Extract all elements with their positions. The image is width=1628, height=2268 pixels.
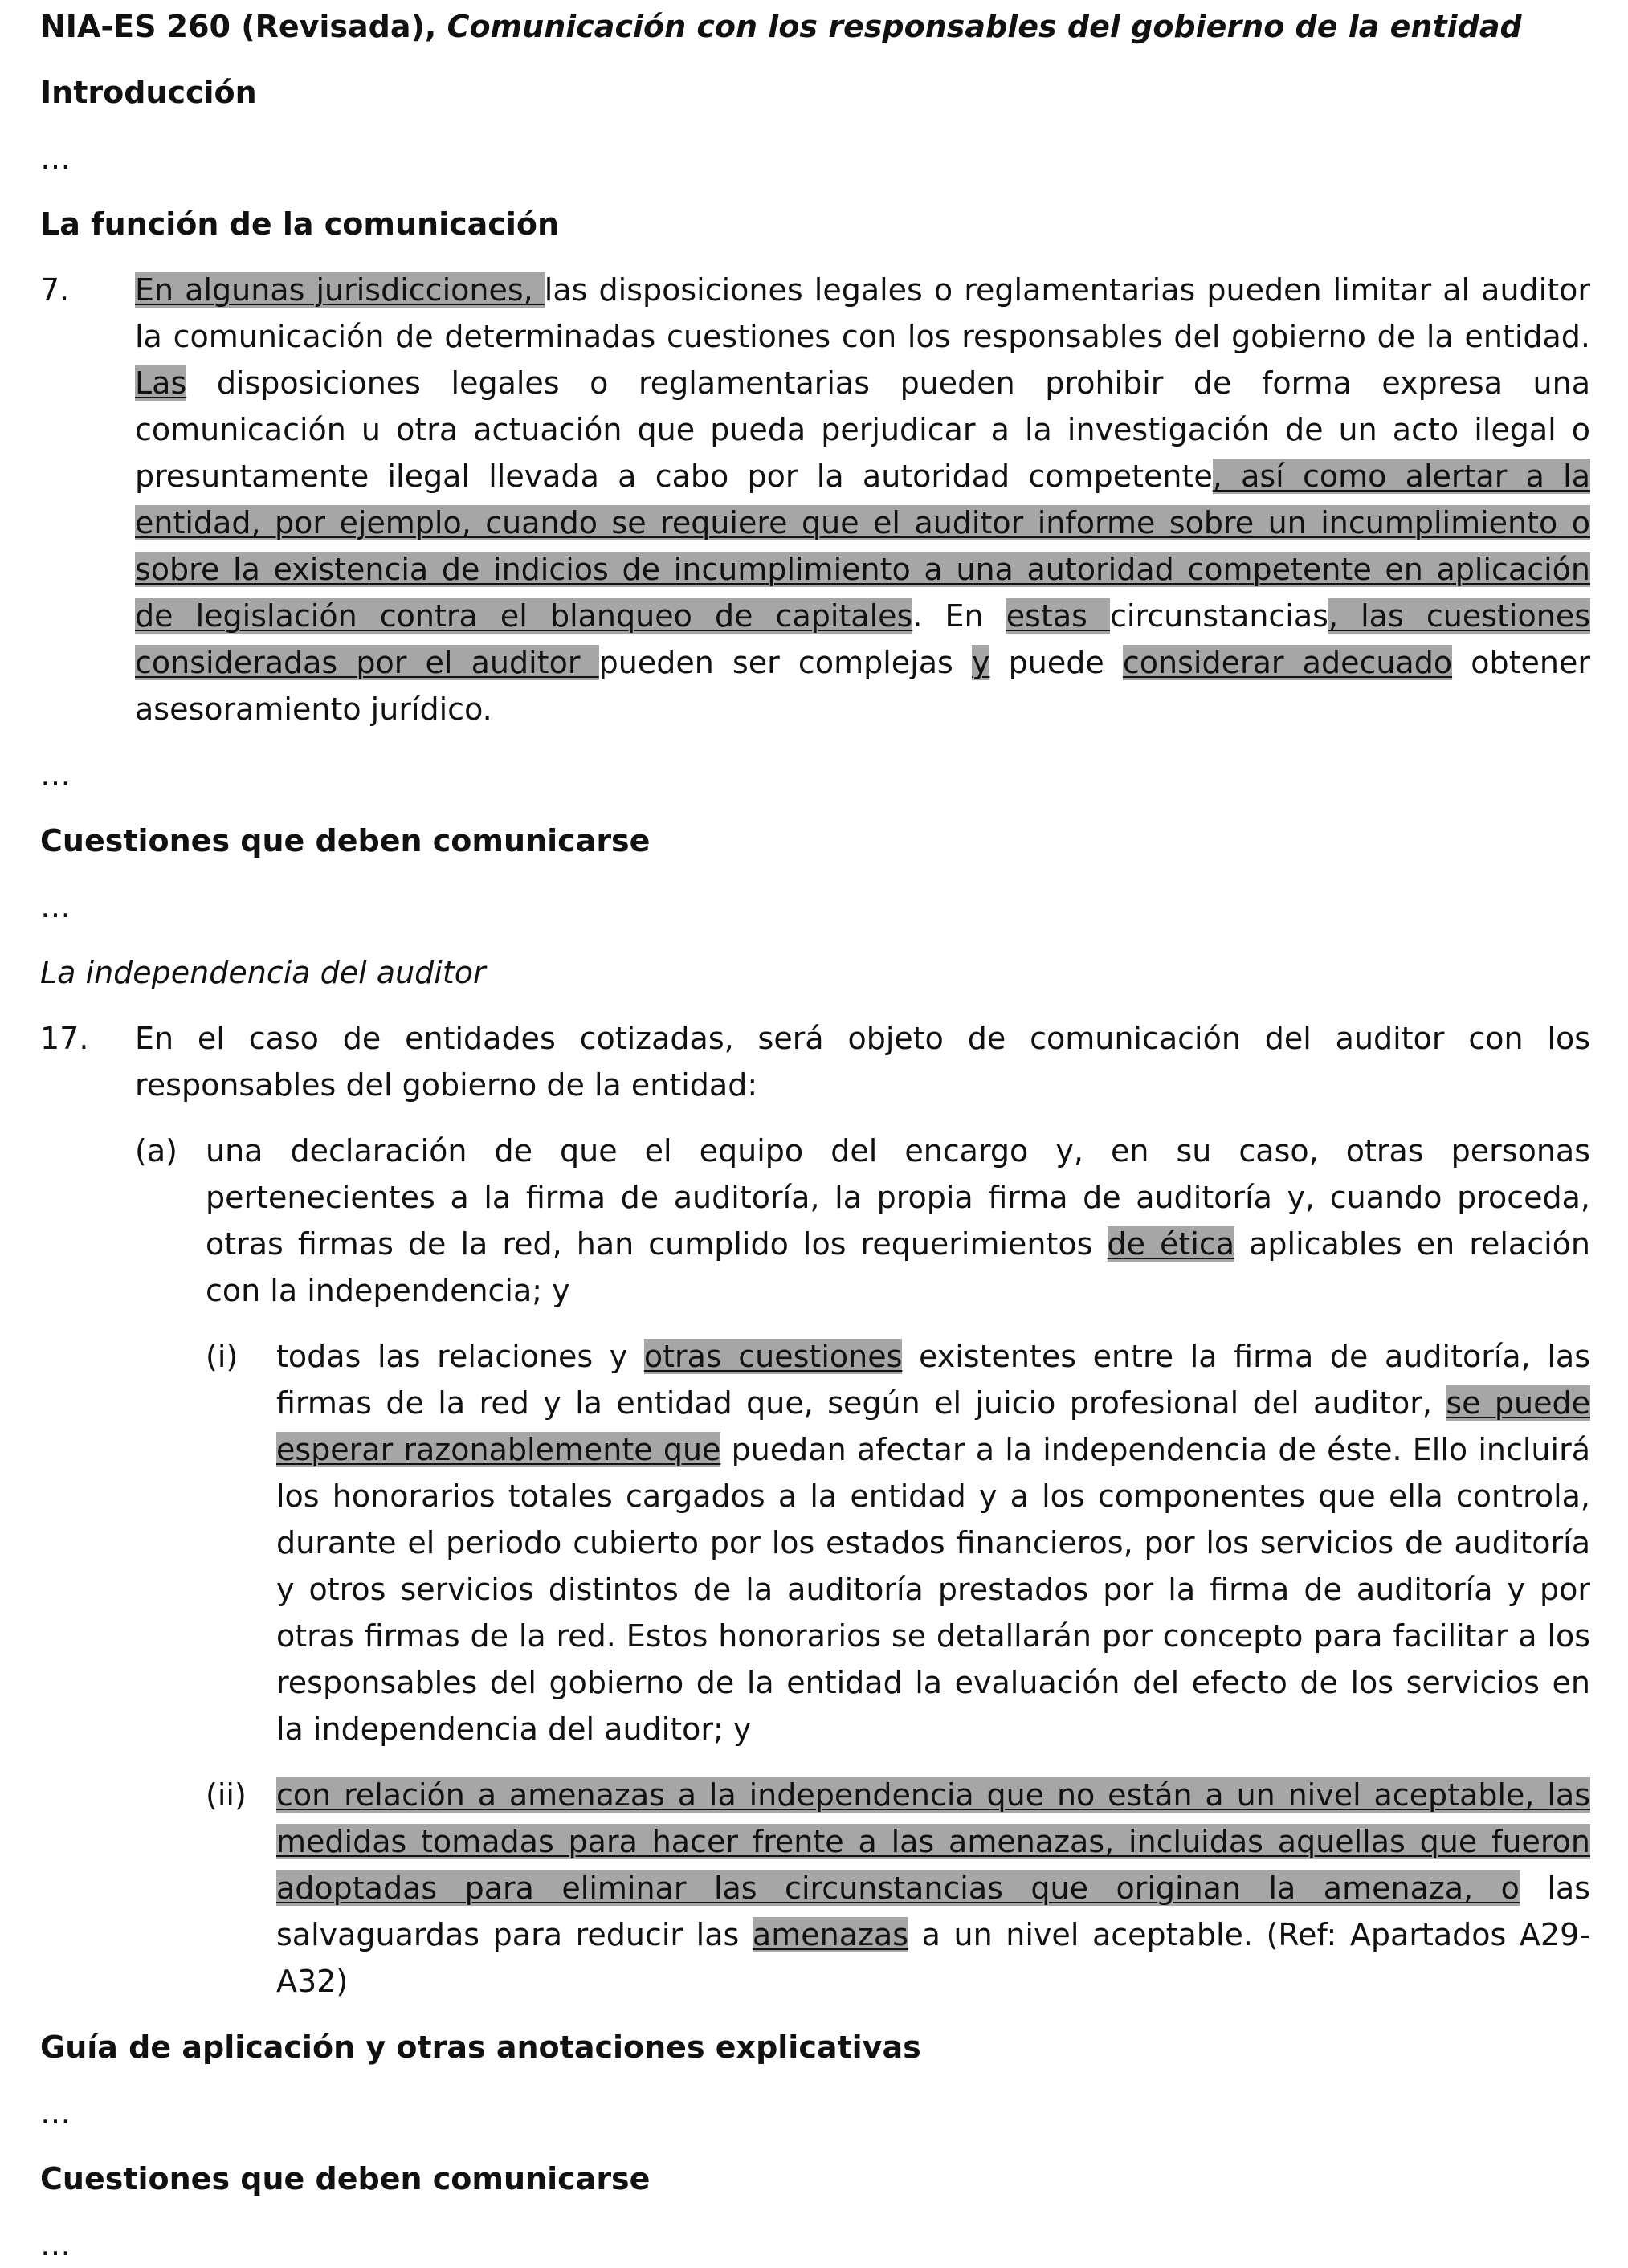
list-item-ii [206,1772,1590,2005]
highlighted-text: se puede esperar razonablemente que [276,1385,1590,1467]
plain-text: todas las relaciones y [276,1339,644,1374]
list-item-label: (i) [206,1339,239,1374]
highlighted-text: de ética [1107,1226,1235,1262]
list-item-label: (ii) [206,1777,247,1813]
plain-text: a un nivel aceptable. (Ref: Apartados A29-A32) [276,1917,1590,1999]
heading-communication-function: La función de la comunicación [40,206,559,242]
highlighted-text: , las cuestiones consideradas por el auditor [135,598,1590,680]
highlighted-text: y [971,645,990,680]
title-standard-code: NIA-ES 260 (Revisada), [40,9,447,44]
paragraph-number: 7. [40,272,70,308]
plain-text: puede [989,645,1123,680]
highlighted-text: En algunas jurisdicciones, [135,272,545,308]
ellipsis: … [40,889,71,924]
highlighted-text: Las [135,365,187,401]
paragraph-body [135,267,1590,732]
heading-matters-to-communicate: Cuestiones que deben comunicarse [40,823,651,859]
plain-text: puedan afectar a la independencia de éste. Ello incluirá los honorarios totales cargados a la entidad y a los componentes que ella controla, durante el periodo cubierto por los estados financieros, por los servicios de auditoría y otros servicios distintos de la auditoría prestados por la firma de auditoría y por otras firmas de la red. Estos honorarios se detallarán por concepto para facilitar a los responsables del gobierno de la entidad la evaluación del efecto de los servicios en la independencia del auditor; y [276,1432,1590,1747]
heading-introduction: Introducción [40,75,257,110]
plain-text: existentes entre la firma de auditoría, las firmas de la red y la entidad que, según el juicio profesional del auditor, [276,1339,1590,1421]
document-title [40,3,1590,50]
plain-text: pueden ser complejas [598,645,972,680]
list-item-body [206,1128,1590,1314]
list-item-a [135,1128,1590,1314]
highlighted-text: otras cuestiones [643,1339,903,1374]
list-item-label: (a) [135,1133,177,1169]
list-item-body [276,1772,1590,2005]
list-item-body [276,1333,1590,1752]
ellipsis: … [40,757,71,793]
paragraph-body: En el caso de entidades cotizadas, será objeto de comunicación del auditor con los responsables del gobierno de la entidad: [135,1021,1590,1103]
highlighted-text: amenazas [752,1917,909,1952]
paragraph-7 [40,267,1590,732]
plain-text: aplicables en relación con la independencia; y [206,1226,1590,1308]
plain-text: circunstancias [1110,598,1328,634]
title-standard-name: Comunicación con los responsables del gobierno de la entidad [447,9,1522,44]
highlighted-text: estas [1006,598,1111,634]
plain-text: las disposiciones legales o reglamentarias pueden limitar al auditor la comunicación de determinadas cuestiones con los responsables del gobierno de la entidad. [135,272,1590,354]
paragraph-17 [40,1015,1590,1108]
paragraph-number: 17. [40,1021,89,1056]
highlighted-text: considerar adecuado [1122,645,1453,680]
list-item-i [206,1333,1590,1752]
heading-auditor-independence: La independencia del auditor [40,955,486,990]
plain-text: una declaración de que el equipo del encargo y, en su caso, otras personas pertenecientes a la firma de auditoría, la propia firma de auditoría y, cuando proceda, otras firmas de la red, han cumplido los requerimientos [206,1133,1590,1262]
highlighted-text: , así como alertar a la entidad, por ejemplo, cuando se requiere que el auditor informe sobre un incumplimiento o sobre la existencia de indicios de incumplimiento a una autoridad competente en aplicación de legislación contra el blanqueo de capitales [135,459,1590,634]
heading-application-guidance: Guía de aplicación y otras anotaciones explicativas [40,2029,921,2065]
ellipsis: … [40,2095,71,2131]
plain-text: disposiciones legales o reglamentarias pueden prohibir de forma expresa una comunicación u otra actuación que pueda perjudicar a la investigación de un acto ilegal o presuntamente ilegal llevada a cabo por la autoridad competente [135,365,1590,494]
plain-text: obtener asesoramiento jurídico. [135,645,1590,727]
highlighted-text: con relación a amenazas a la independencia que no están a un nivel aceptable, las medidas tomadas para hacer frente a las amenazas, incluidas aquellas que fueron adoptadas para eliminar las circunstancias que originan la amenaza, o [276,1777,1590,1906]
heading-matters-to-communicate-2: Cuestiones que deben comunicarse [40,2161,651,2197]
plain-text: . En [912,598,1006,634]
ellipsis: … [40,2227,71,2262]
ellipsis: … [40,141,71,176]
plain-text: las salvaguardas para reducir las [276,1870,1590,1952]
